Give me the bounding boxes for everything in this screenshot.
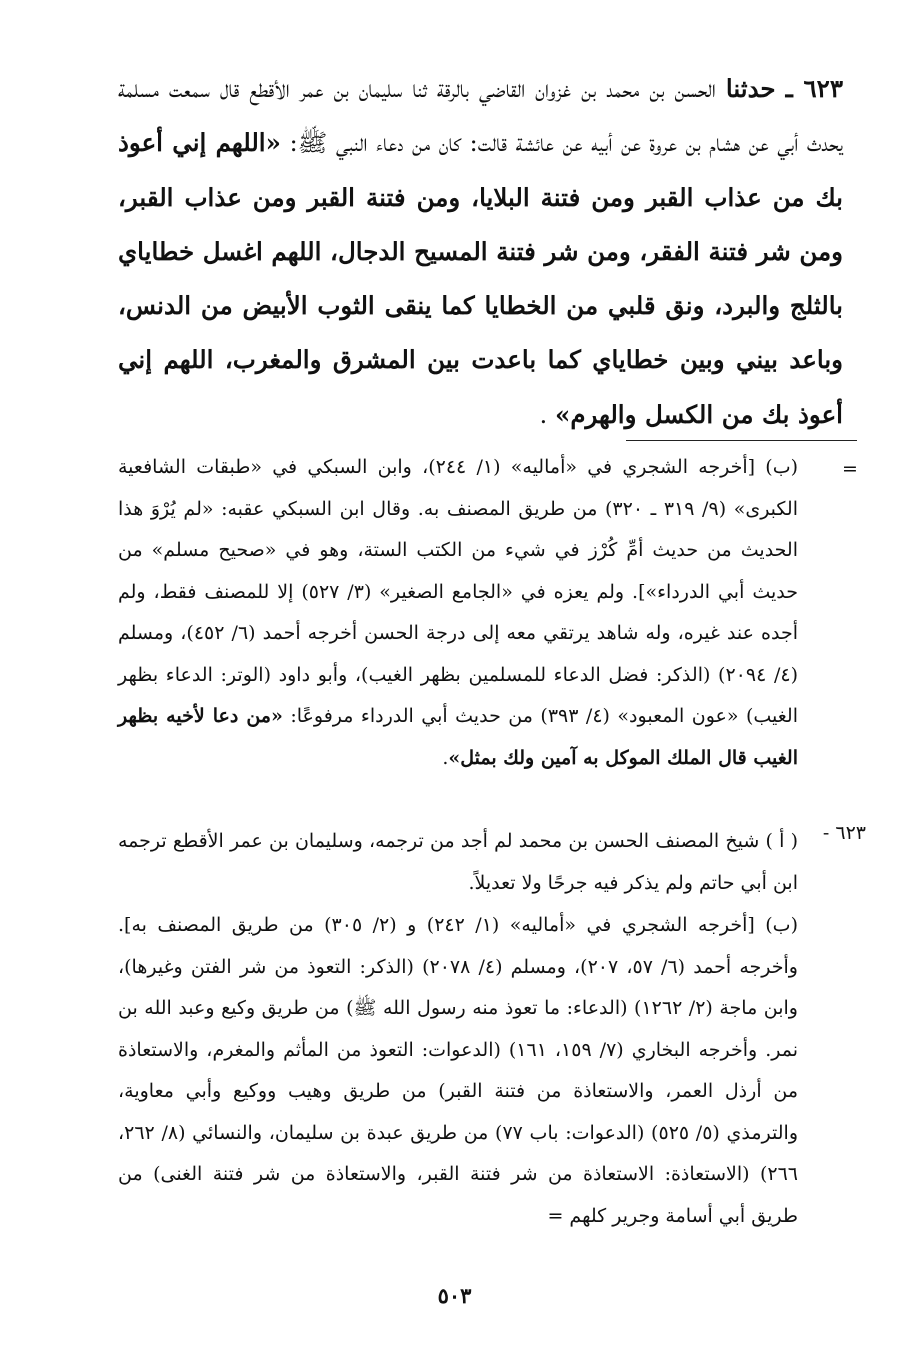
footnote-622-b <box>118 447 798 779</box>
footnote-622-b-text: (ب) [أخرجه الشجري في «أماليه» (١/ ٢٤٤)، وابن السبكي في «طبقات الشافعية الكبرى» (٩/ ٣١٩ ـ ٣٢٠) من طريق المصنف به. وقال ابن السبكي عقبه: «لم يُرْوَ هذا الحديث من حديث أمِّ كُرْز في شيء من الكتب الستة، وهو في «صحيح مسلم» من حديث أبي الدرداء»]. ولم يعزه في «الجامع الصغير» (٣/ ٥٢٧) إلا للمصنف فقط، ولم أجده عند غيره، وله شاهد يرتقي معه إلى درجة الحسن أخرجه أحمد (٦/ ٤٥٢)، ومسلم (٤/ ٢٠٩٤) (الذكر: فضل الدعاء للمسلمين بظهر الغيب)، وأبو داود (الوتر: الدعاء بظهر الغيب) «عون المعبود» (٤/ ٣٩٣) من حديث أبي الدرداء مرفوعًا: <box>118 456 798 727</box>
hadith-number: ٦٢٣ ـ <box>785 74 843 103</box>
hadith-matn-dua: «اللهم إني أعوذ بك من عذاب القبر ومن فتنة البلايا، ومن فتنة القبر ومن عذاب القبر، ومن شر فتنة الفقر، ومن شر فتنة المسيح الدجال، اللهم اغسل خطاياي بالثلج والبرد، ونق قلبي من الخطايا كما ينقى الثوب الأبيض من الدنس، وباعد بيني وبين خطاياي كما باعدت بين المشرق والمغرب، اللهم إني أعوذ بك من الكسل والهرم» <box>118 128 843 429</box>
footnote-623-b <box>118 905 798 1237</box>
footnote-622-b-quoted-hadith: «من دعا لأخيه بظهر الغيب قال الملك الموكل به آمين ولك بمثل» <box>118 705 798 769</box>
footnote-622-b-end: . <box>442 746 449 769</box>
footnote-623-a <box>118 821 798 904</box>
footnote-623-b-text: (ب) [أخرجه الشجري في «أماليه» (١/ ٢٤٢) و (٢/ ٣٠٥) من طريق المصنف به]. وأخرجه أحمد (٦/ ٥٧، ٢٠٧)، ومسلم (٤/ ٢٠٧٨) (الذكر: التعوذ من شر الفتن وغيرها)، وابن ماجة (٢/ ١٢٦٢) (الدعاء: ما تعوذ منه رسول الله ﷺ) من طريق وكيع وعبد الله بن نمر. وأخرجه البخاري (٧/ ١٥٩، ١٦١) (الدعوات: التعوذ من المأثم والمغرم، والاستعاذة من أرذل العمر، والاستعاذة من فتنة القبر) من طريق وهيب ووكيع وأبي معاوية، والترمذي (٥/ ٥٢٥) (الدعوات: باب ٧٧) من طريق عبدة بن سليمان، والنسائي (٨/ ٢٦٢، ٢٦٦) (الاستعاذة: الاستعاذة من شر فتنة القبر، والاستعاذة من شر فتنة الغنى) من طريق أبي أسامة وجرير كلهم = <box>118 914 798 1227</box>
footnote-623-number: ٦٢٣ - <box>822 822 866 844</box>
page-number: ٥٠٣ <box>437 1283 472 1308</box>
hadith-opening-word: حدثنا <box>725 74 776 103</box>
hadith-isnad: الحسن بن محمد بن غزوان القاضي بالرقة ثنا سليمان بن عمر الأقطع قال سمعت مسلمة يحدث أبي عن هشام بن عروة عن أبيه عن عائشة قالت: كان من دعاء النبي ﷺ: <box>118 74 843 158</box>
hadith-end-mark: . <box>539 399 548 429</box>
footnote-separator-rule <box>626 440 857 441</box>
footnote-623-a-text: ( أ ) شيخ المصنف الحسن بن محمد لم أجد من ترجمه، وسليمان بن عمر الأقطع ترجمه ابن أبي حاتم ولم يذكر فيه جرحًا ولا تعديلاً. <box>118 830 798 894</box>
hadith-text <box>118 62 843 442</box>
footnote-continuation-mark: = <box>842 458 858 480</box>
